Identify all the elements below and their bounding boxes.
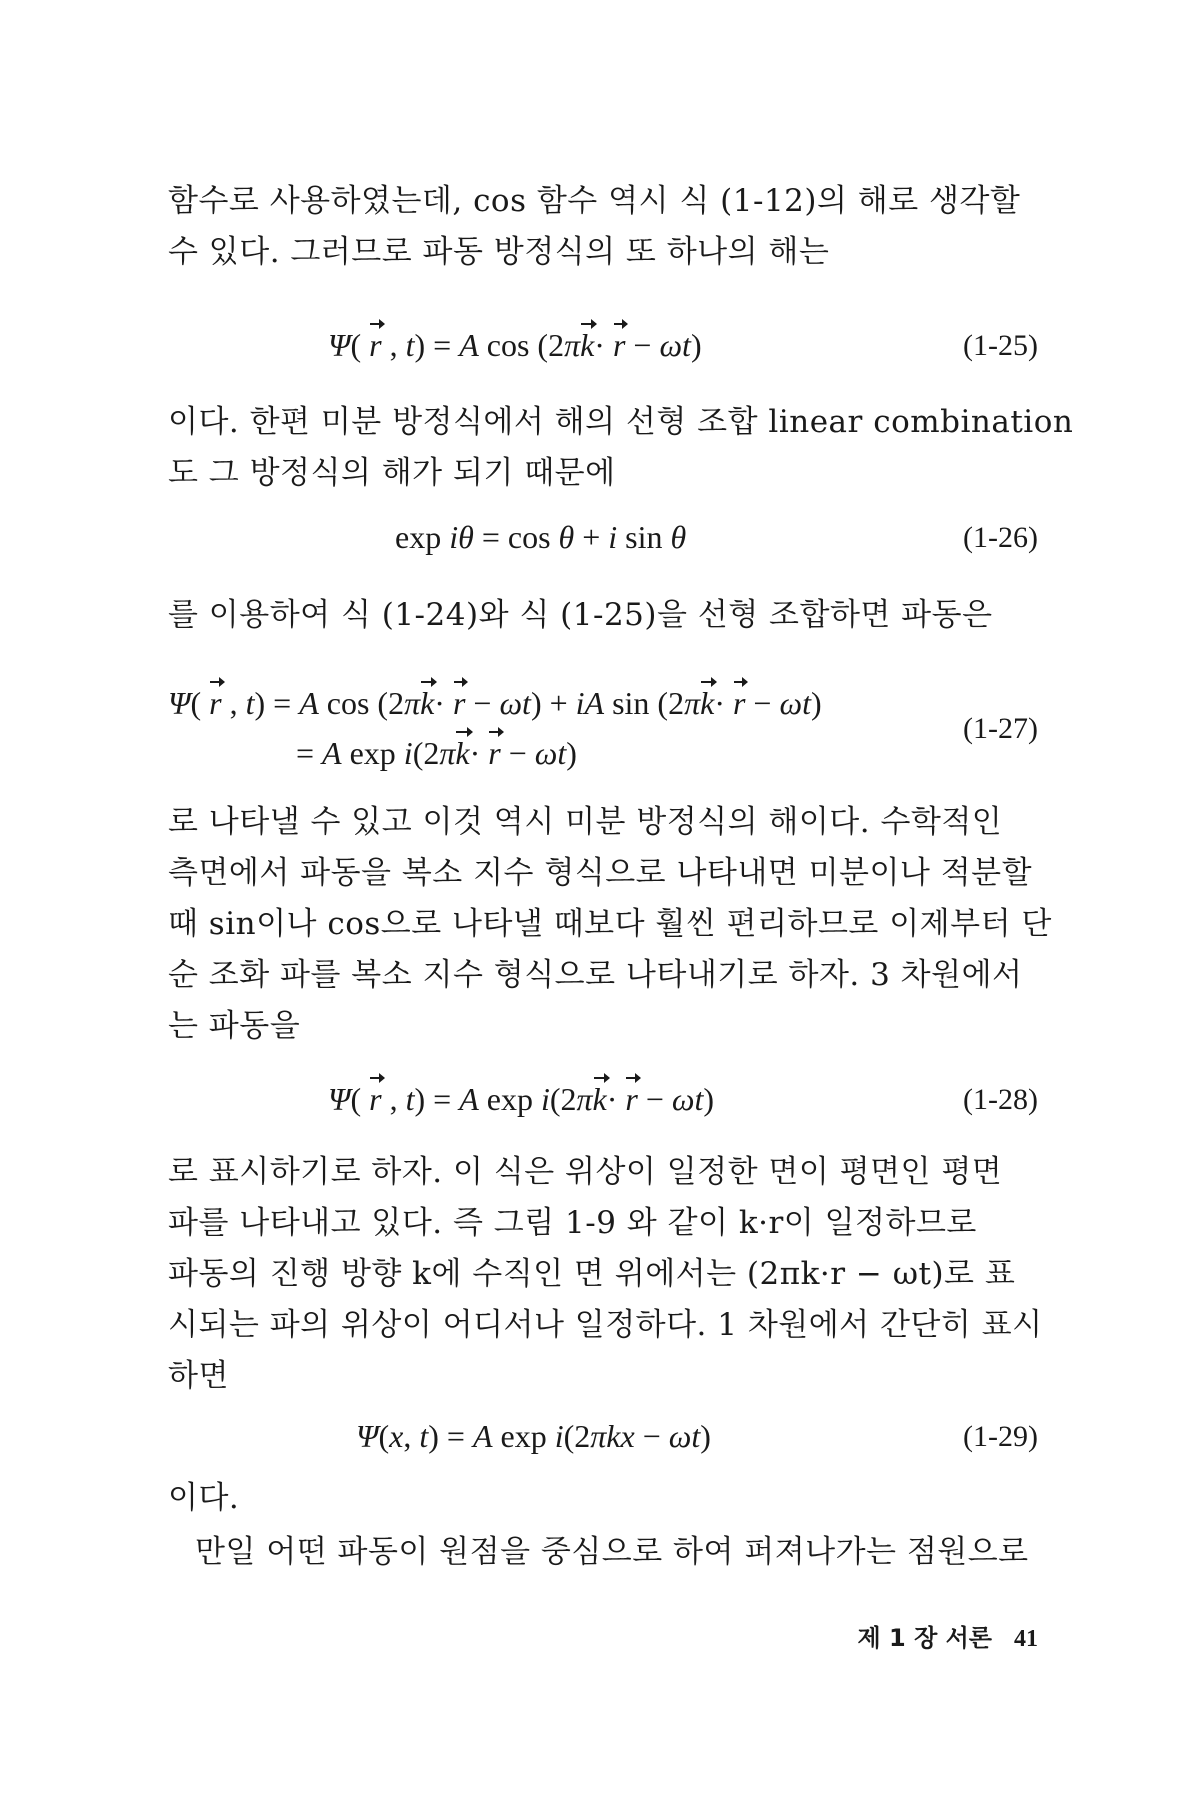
paragraph-5 — [168, 1147, 1043, 1402]
text-line: 만일 어떤 파동이 원점을 중심으로 하여 퍼져나가는 점원으로 — [195, 1534, 1029, 1570]
text-line: 수 있다. 그러므로 파동 방정식의 또 하나의 해는 — [168, 234, 830, 270]
text-line: 하면 — [168, 1358, 229, 1394]
equation-number: (1-25) — [963, 329, 1038, 362]
text-line: 는 파동을 — [168, 1008, 301, 1044]
equation-1-26: exp iθ = cos θ + i sin θ — [395, 519, 687, 555]
equation-number: (1-27) — [963, 712, 1038, 745]
paragraph-2 — [168, 397, 1074, 499]
text-line: 순 조화 파를 복소 지수 형식으로 나타내기로 하자. 3 차원에서 — [168, 957, 1023, 993]
text-line: 측면에서 파동을 복소 지수 형식으로 나타내면 미분이나 적분할 — [168, 855, 1033, 891]
text-line: 를 이용하여 식 (1-24)와 식 (1-25)을 선형 조합하면 파동은 — [168, 597, 993, 633]
text-line: 로 나타낼 수 있고 이것 역시 미분 방정식의 해이다. 수학적인 — [168, 804, 1003, 840]
equation-number: (1-26) — [963, 521, 1038, 554]
text-line: 이다. — [168, 1480, 240, 1516]
paragraph-1 — [168, 176, 1038, 278]
equation-1-27-line-2: = A exp i(2πk· r − ωt) — [296, 735, 577, 771]
text-line: 파동의 진행 방향 k에 수직인 면 위에서는 (2πk·r − ωt)로 표 — [168, 1256, 1016, 1292]
equation-1-27-line-1: Ψ( r , t) = A cos (2πk· r − ωt) + iA sin (2πk· r − ωt) — [168, 685, 822, 721]
text-line: 함수로 사용하였는데, cos 함수 역시 식 (1-12)의 해로 생각할 — [168, 183, 1021, 219]
paragraph-4 — [168, 797, 1052, 1052]
equation-1-25: Ψ( r , t) = A cos (2πk· r − ωt) — [328, 327, 702, 363]
paragraph-7 — [195, 1527, 1038, 1578]
equation-1-28: Ψ( r , t) = A exp i(2πk· r − ωt) — [328, 1081, 715, 1117]
text-line: 이다. 한편 미분 방정식에서 해의 선형 조합 linear combination — [168, 404, 1074, 440]
text-line: 시되는 파의 위상이 어디서나 일정하다. 1 차원에서 간단히 표시 — [168, 1307, 1043, 1343]
paragraph-6 — [168, 1473, 1038, 1524]
equation-number: (1-29) — [963, 1420, 1038, 1453]
text-line: 도 그 방정식의 해가 되기 때문에 — [168, 455, 616, 491]
equation-1-29: Ψ(x, t) = A exp i(2πkx − ωt) — [356, 1418, 711, 1454]
page-number: 41 — [1014, 1626, 1038, 1652]
paragraph-3 — [168, 590, 1038, 641]
equation-number: (1-28) — [963, 1083, 1038, 1116]
page-footer — [857, 1618, 1038, 1653]
text-line: 때 sin이나 cos으로 나타낼 때보다 훨씬 편리하므로 이제부터 단 — [168, 906, 1052, 942]
chapter-label: 제 1 장 서론 — [857, 1624, 992, 1652]
text-line: 로 표시하기로 하자. 이 식은 위상이 일정한 면이 평면인 평면 — [168, 1154, 1003, 1190]
text-line: 파를 나타내고 있다. 즉 그림 1-9 와 같이 k·r이 일정하므로 — [168, 1205, 977, 1241]
